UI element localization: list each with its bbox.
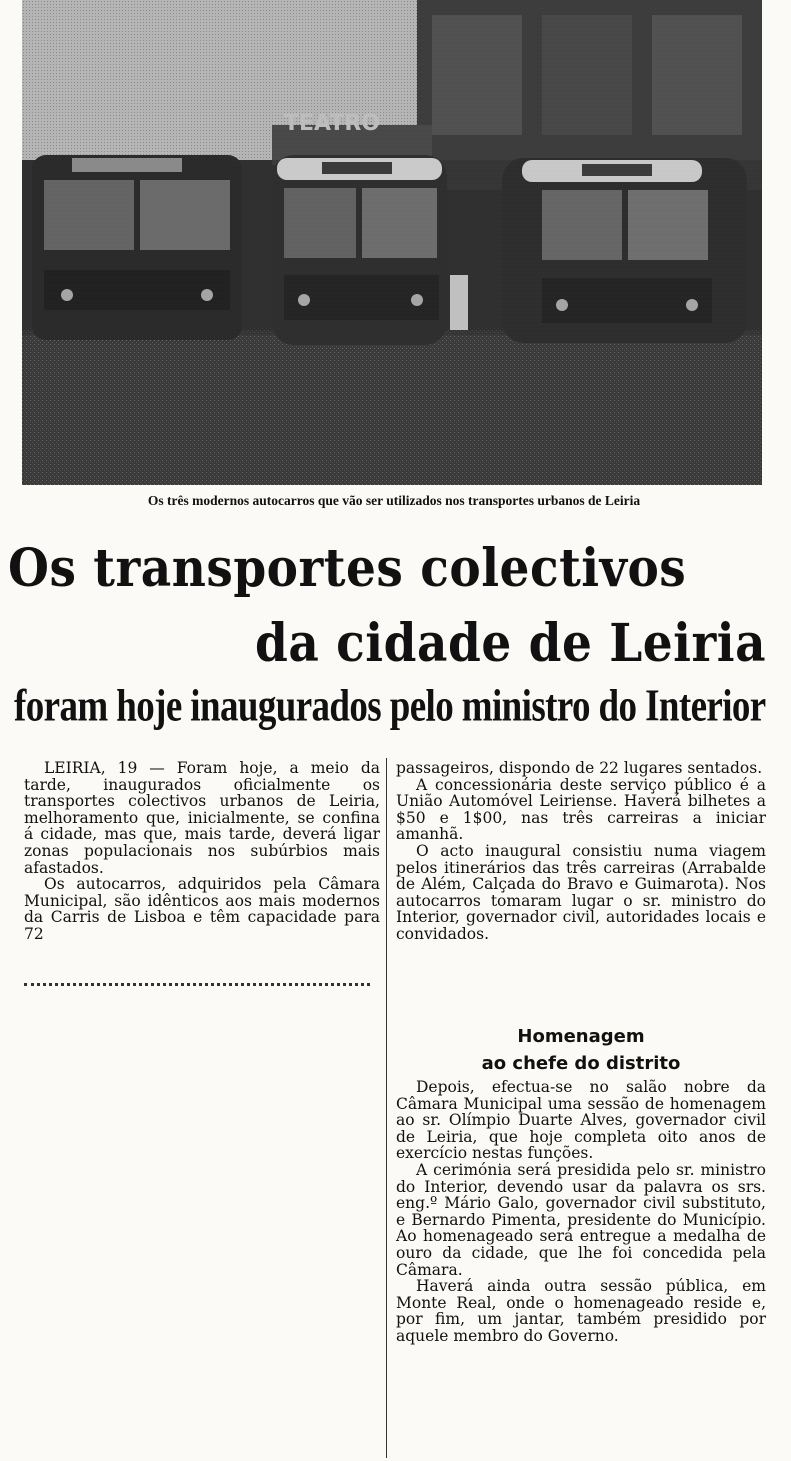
headline-line-1: Os transportes colectivos [8, 537, 687, 600]
theatre-sign: TEATRO [284, 111, 381, 136]
paragraph: Depois, efectua-se no salão nobre da Câmara Municipal uma sessão de homenagem ao sr. Olímpio Duarte Alves, governador civil de Leiria, que hoje completa oito anos de exercício nestas funções. [396, 1078, 766, 1163]
article-left-column [24, 760, 380, 943]
column-rule [386, 758, 387, 1458]
buses-photo-illustration [22, 0, 762, 485]
dotted-separator [24, 983, 370, 986]
paragraph: passageiros, dispondo de 22 lugares sentados. [396, 759, 763, 777]
paragraph: LEIRIA, 19 — Foram hoje, a meio da tarde, inaugurados oficialmente os transportes colectivos urbanos de Leiria, melhoramento que, inicialmente, se confina á cidade, mas que, mais tarde, deverá ligar zonas populacionais nos subúrbios mais afastados. [24, 759, 380, 877]
article-right-column-top [396, 760, 766, 943]
paragraph: O acto inaugural consistiu numa viagem pelos itinerários das três carreiras (Arrabalde de Além, Calçada do Bravo e Guimarota). Nos autocarros tomaram lugar o sr. ministro do Interior, governador civil, autoridades locais e convidados. [396, 841, 766, 943]
news-photo [22, 0, 762, 485]
paragraph: A concessionária deste serviço público é a União Automóvel Leiriense. Haverá bilhetes a $50 e 1$00, nas três carreiras a iniciar amanhã. [396, 775, 766, 844]
paragraph: Os autocarros, adquiridos pela Câmara Municipal, são idênticos aos mais modernos da Carris de Lisboa e têm capacidade para 72 [24, 875, 380, 943]
section-heading-line-2: ao chefe do distrito [481, 1053, 681, 1074]
headline-line-2: da cidade de Leiria [255, 612, 767, 675]
photo-caption: Os três modernos autocarros que vão ser utilizados nos transportes urbanos de Leiria [147, 493, 641, 508]
paragraph: Haverá ainda outra sessão pública, em Monte Real, onde o homenageado reside e, por fim, um jantar, também presidido por aquele membro do Governo. [396, 1277, 766, 1345]
subheadline: foram hoje inaugurados pelo ministro do Interior [14, 681, 766, 732]
paragraph: A cerimónia será presidida pelo sr. ministro do Interior, devendo usar da palavra os srs. eng.º Mário Galo, governador civil substituto, e Bernardo Pimenta, presidente do Município. Ao homenageado será entregue a medalha de ouro da cidade, que lhe foi concedida pela Câmara. [396, 1160, 766, 1279]
article-right-column-bottom [396, 1079, 766, 1345]
section-heading-line-1: Homenagem [517, 1026, 645, 1047]
